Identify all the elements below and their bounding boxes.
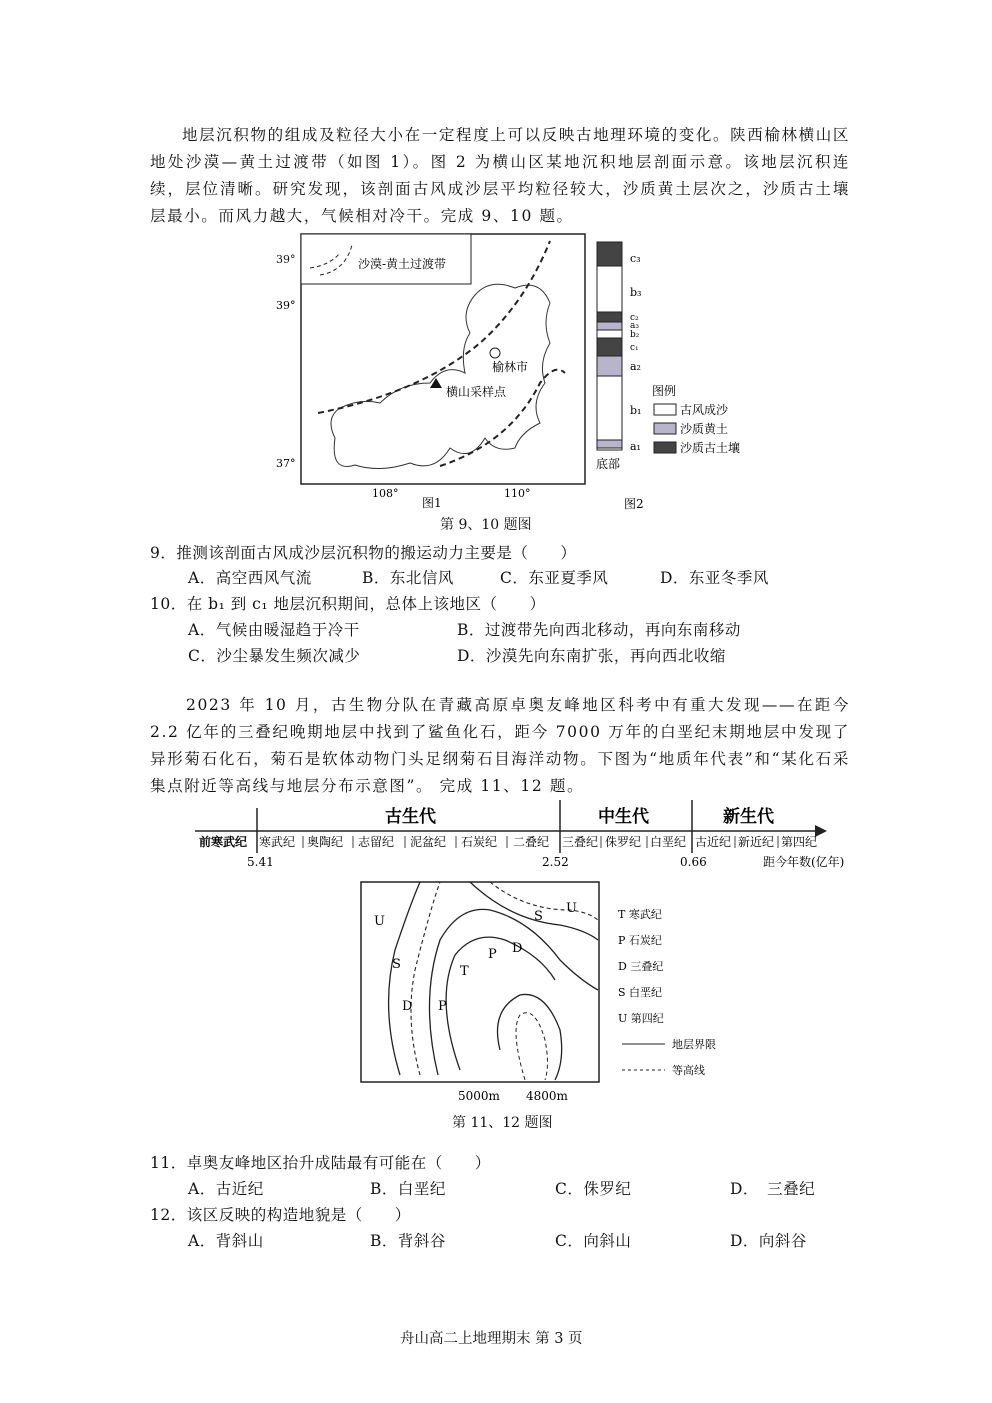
q12-option-c[interactable]: C．向斜山 — [555, 1232, 632, 1250]
layer-b3: b₃ — [630, 286, 642, 299]
q11-option-d[interactable]: D． 三叠纪 — [730, 1180, 816, 1198]
layer-c3: c₃ — [630, 252, 641, 265]
map2-legend-1: P 石炭纪 — [618, 934, 662, 947]
stratigraphic-column — [590, 240, 770, 515]
map2-letter-7: S — [534, 909, 543, 924]
q11-option-b[interactable]: B．白垩纪 — [370, 1180, 446, 1198]
period-11: 新近纪 — [738, 835, 775, 849]
q10-option-b[interactable]: B．过渡带先向西北移动，再向东南移动 — [457, 621, 741, 639]
map2-letter-5: P — [488, 947, 497, 962]
geologic-timeline — [195, 798, 865, 873]
map1-lat-top-label: 39° — [276, 253, 296, 266]
q12-option-b[interactable]: B．背斜谷 — [370, 1232, 446, 1250]
q11-stem: 11．卓奥友峰地区抬升成陆最有可能在（ ） — [150, 1154, 491, 1172]
period-4: 泥盆纪 — [410, 835, 447, 849]
q9-option-c[interactable]: C．东亚夏季风 — [500, 569, 609, 587]
fig2-caption: 第 11、12 题图 — [452, 1115, 553, 1131]
column-bottom-label: 底部 — [596, 457, 621, 471]
map1-lon-right: 110° — [504, 487, 531, 500]
map2-legend-2: D 三叠纪 — [618, 960, 664, 973]
q9-option-d[interactable]: D．东亚冬季风 — [660, 569, 769, 587]
layer-a1: a₁ — [630, 440, 641, 453]
fig1-caption: 第 9、10 题图 — [440, 517, 532, 533]
period-5: 石炭纪 — [461, 835, 498, 849]
map-figure-1 — [276, 233, 590, 513]
period-0: 前寒武纪 — [199, 835, 248, 849]
age-066: 0.66 — [680, 855, 707, 869]
map1-city: 榆林市 — [492, 360, 529, 374]
page-footer: 舟山高二上地理期末 第 3 页 — [400, 1331, 583, 1347]
map2-legend-4: U 第四纪 — [618, 1012, 664, 1025]
map2-letter-3: P — [438, 999, 447, 1014]
layer-c2: c₂ — [630, 313, 639, 323]
map2-letter-8: U — [566, 901, 577, 916]
period-8: 侏罗纪 — [605, 835, 642, 849]
q11-option-a[interactable]: A．古近纪 — [188, 1180, 264, 1198]
age-252: 2.52 — [542, 855, 569, 869]
q12-stem: 12．该区反映的构造地貌是（ ） — [150, 1206, 411, 1224]
contour-5000: 5000m — [458, 1089, 500, 1103]
map2-legend-3: S 白垩纪 — [618, 986, 663, 999]
column-fig-label: 图2 — [624, 497, 644, 511]
legend-item-0: 古风成沙 — [680, 403, 729, 417]
map2-letter-1: S — [392, 957, 401, 972]
legend-item-1: 沙质黄土 — [680, 422, 729, 436]
map1-legend-label: 沙漠-黄土过渡带 — [358, 257, 447, 271]
q10-option-d[interactable]: D．沙漠先向东南扩张，再向西北收缩 — [457, 647, 726, 665]
contour-4800: 4800m — [526, 1089, 568, 1103]
layer-a3: a₃ — [630, 321, 639, 331]
map1-fig-label: 图1 — [422, 496, 442, 510]
period-2: 奥陶纪 — [307, 835, 344, 849]
layer-b2: b₂ — [630, 330, 640, 340]
map2-letter-4: T — [460, 964, 469, 979]
period-9: 白垩纪 — [650, 835, 687, 849]
era-paleozoic: 古生代 — [385, 807, 436, 827]
map1-lat-top: 39° — [276, 299, 296, 312]
q9-option-b[interactable]: B．东北信风 — [362, 569, 454, 587]
period-3: 志留纪 — [358, 835, 395, 849]
passage-2: 2023 年 10 月，古生物分队在青藏高原卓奥友峰地区科考中有重大发现——在距今 2.2 亿年的三叠纪晚期地层中找到了鲨鱼化石，距今 7000 万年的白垩纪末期地层中发现了异形菊石化石，菊石是软体动物门头足纲菊石目海洋动物。下图为“地质年代表”和“某化石采集点附近等高线与地层分布示意图”。 完成 11、12 题。 — [150, 696, 850, 795]
age-541: 5.41 — [247, 855, 274, 869]
period-6: 二叠纪 — [513, 835, 550, 849]
legend-title: 图例 — [652, 384, 677, 398]
map2-letter-0: U — [374, 914, 385, 929]
map2-letter-2: D — [402, 999, 413, 1014]
period-10: 古近纪 — [695, 835, 732, 849]
legend-item-2: 沙质古土壤 — [680, 441, 741, 455]
q10-option-a[interactable]: A．气候由暖湿趋于冷干 — [188, 621, 360, 639]
period-7: 三叠纪 — [562, 835, 599, 849]
q12-option-d[interactable]: D．向斜谷 — [730, 1232, 807, 1250]
map1-lon-left: 108° — [372, 487, 399, 500]
map2-letter-6: D — [512, 941, 523, 956]
q10-option-c[interactable]: C．沙尘暴发生频次减少 — [188, 647, 361, 665]
map1-lat-bottom: 37° — [276, 457, 296, 470]
contour-map — [360, 880, 730, 1105]
period-12: 第四纪 — [781, 835, 818, 849]
axis-label: 距今年数(亿年) — [763, 855, 845, 869]
map2-line-legend-1: 等高线 — [672, 1064, 705, 1077]
era-cenozoic: 新生代 — [723, 807, 774, 827]
layer-c1: c₁ — [630, 343, 639, 353]
map2-legend-0: T 寒武纪 — [618, 908, 662, 921]
q9-option-a[interactable]: A．高空西风气流 — [188, 569, 312, 587]
q10-stem: 10．在 b₁ 到 c₁ 地层沉积期间，总体上该地区（ ） — [150, 595, 546, 613]
layer-a2: a₂ — [630, 360, 641, 373]
period-1: 寒武纪 — [259, 835, 296, 849]
q12-option-a[interactable]: A．背斜山 — [188, 1232, 264, 1250]
map2-line-legend-0: 地层界限 — [672, 1038, 716, 1051]
era-mesozoic: 中生代 — [598, 807, 649, 827]
layer-b1: b₁ — [630, 404, 642, 417]
passage-1: 地层沉积物的组成及粒径大小在一定程度上可以反映古地理环境的变化。陕西榆林横山区地处沙漠—黄土过渡带（如图 1）。图 2 为横山区某地沉积地层剖面示意。该地层沉积连续，层位清晰。研究发现，该剖面古风成沙层平均粒径较大，沙质黄土层次之，沙质古土壤层最小。而风力越大，气候相对冷干。完成 9、10 题。 — [150, 126, 850, 225]
map1-sample: 横山采样点 — [446, 385, 507, 399]
q11-option-c[interactable]: C．侏罗纪 — [555, 1180, 632, 1198]
q9-stem: 9．推测该剖面古风成沙层沉积物的搬运动力主要是（ ） — [150, 544, 577, 562]
